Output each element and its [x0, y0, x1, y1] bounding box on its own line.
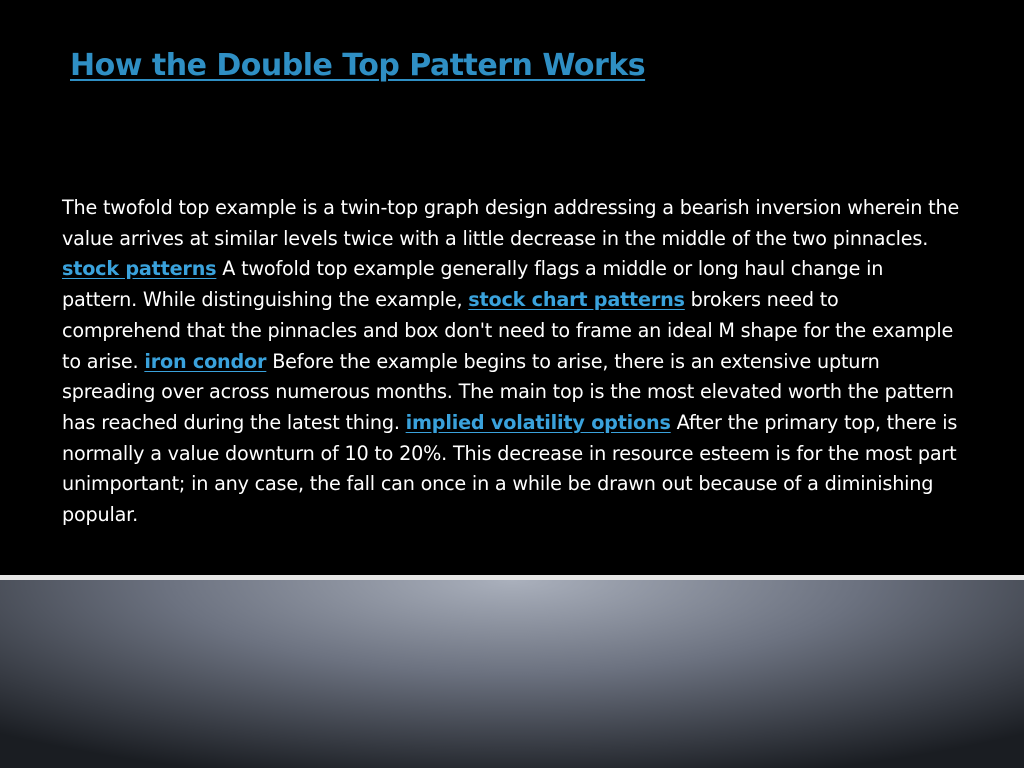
iron-condor-link[interactable]: iron condor [144, 349, 267, 373]
paragraph-text: Before the example begins to arise, there is an extensive upturn spreading over across numerous months. The main top is the most elevated worth the pattern has reached during the latest thing. [62, 349, 954, 434]
slide-title: How the Double Top Pattern Works [70, 48, 646, 83]
body-paragraph [62, 193, 962, 531]
stock-patterns-link[interactable]: stock patterns [62, 257, 217, 281]
gradient-footer-panel [0, 580, 1024, 768]
stock-chart-patterns-link[interactable]: stock chart patterns [468, 288, 685, 312]
paragraph-text: After the primary top, there is normally a value downturn of 10 to 20%. This decrease in resource esteem is for the most part unimportant; in any case, the fall can once in a while be drawn out because of a diminishing popular. [62, 410, 958, 527]
implied-volatility-options-link[interactable]: implied volatility options [405, 410, 671, 434]
paragraph-text: The twofold top example is a twin-top graph design addressing a bearish inversion wherein the value arrives at similar levels twice with a little decrease in the middle of the two pinnacles. [62, 196, 960, 250]
paragraph-text: brokers need to comprehend that the pinnacles and box don't need to frame an ideal M shape for the example to arise. [62, 288, 954, 373]
paragraph-text: A twofold top example generally flags a middle or long haul change in pattern. While distinguishing the example, [62, 257, 884, 312]
